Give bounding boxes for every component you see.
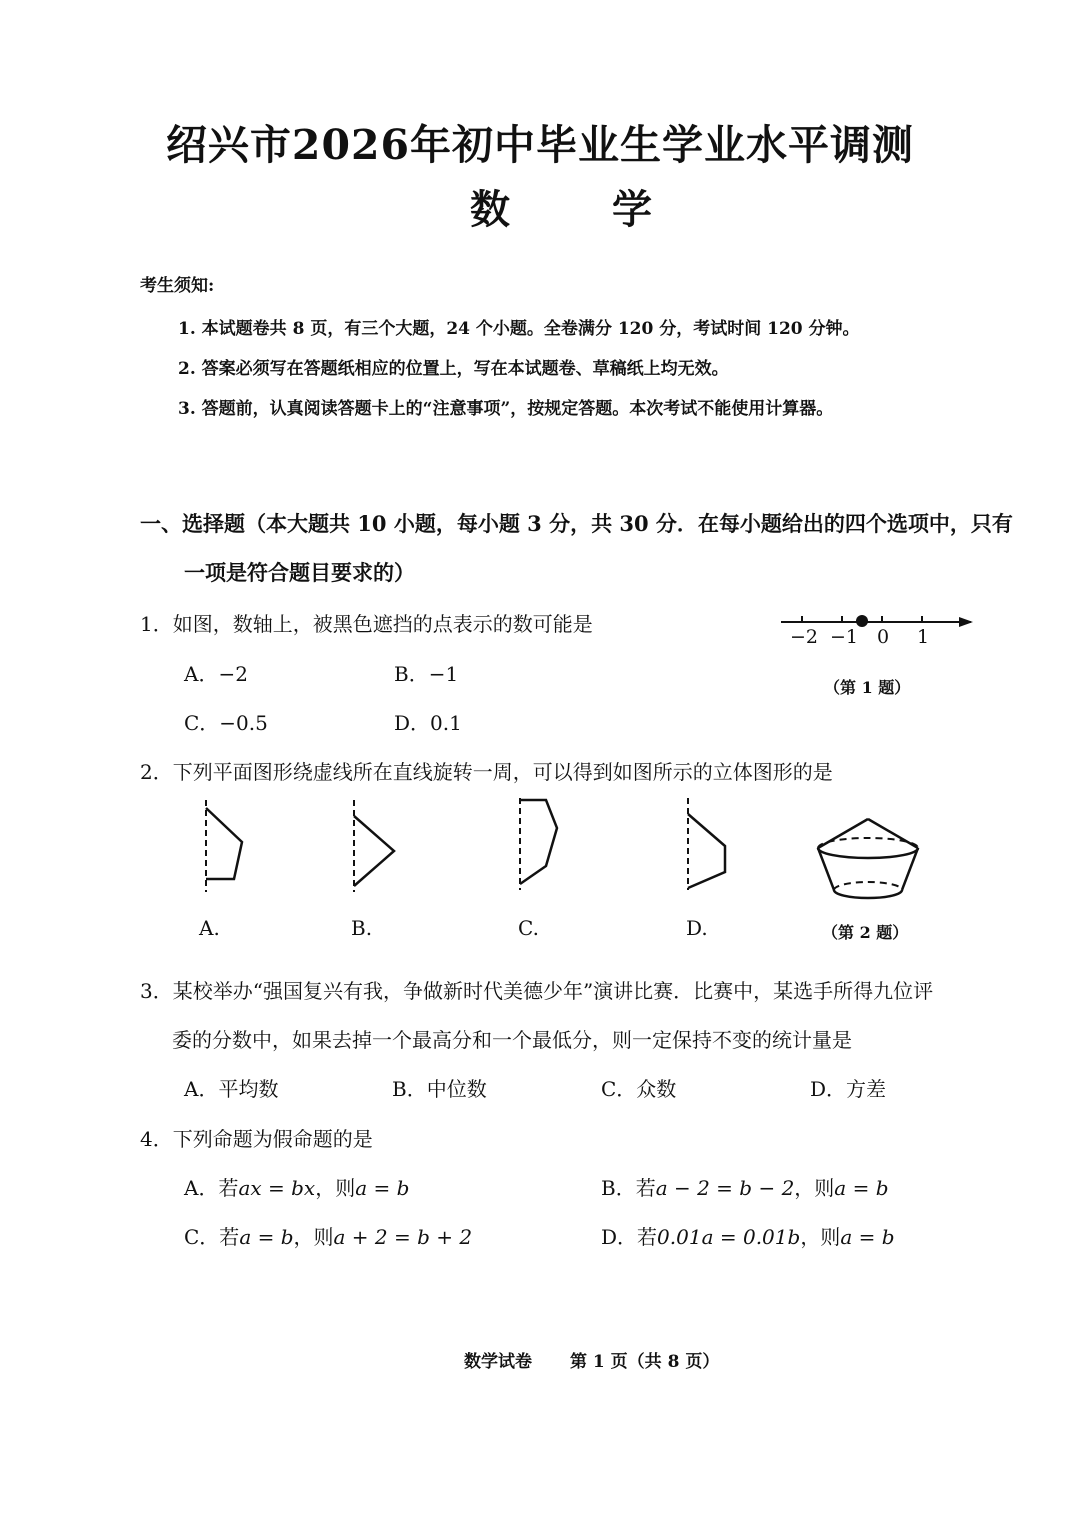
q3-option-b: B．中位数 — [392, 1077, 487, 1101]
q4-option-d-expr: 0.01a = 0.01b — [657, 1225, 801, 1249]
q4-option-c-label: C．若 — [184, 1225, 240, 1249]
q4-option-c — [184, 1221, 472, 1250]
notice-heading: 考生须知: — [140, 276, 215, 296]
number-line-label-1: 1 — [917, 626, 930, 648]
q4-option-b-label: B．若 — [601, 1176, 656, 1200]
q3-stem-line2: 委的分数中，如果去掉一个最高分和一个最低分，则一定保持不变的统计量是 — [172, 1028, 852, 1052]
q3-option-d: D．方差 — [810, 1077, 887, 1101]
q2-figure-c — [510, 796, 570, 896]
q4-option-c-result: a + 2 = b + 2 — [333, 1225, 473, 1249]
q2-figure-caption: （第 2 题） — [822, 923, 909, 942]
q1-option-d: D．0.1 — [394, 711, 462, 735]
exam-title: 绍兴市2026年初中毕业生学业水平调测 — [165, 121, 915, 169]
q1-option-b: B．−1 — [394, 662, 459, 686]
q4-option-c-mid: ，则 — [293, 1225, 334, 1249]
q1-option-c: C．−0.5 — [184, 711, 268, 735]
notice-item-3: 3. 答题前，认真阅读答题卡上的“注意事项”，按规定答题。本次考试不能使用计算器。 — [178, 399, 834, 419]
q2-figure-d — [678, 796, 738, 896]
q2-option-d-label: D. — [686, 916, 708, 940]
q4-option-a-mid: ，则 — [315, 1176, 356, 1200]
number-line-label-neg2: −2 — [790, 626, 819, 648]
q4-option-b-expr: a − 2 = b − 2 — [655, 1176, 795, 1200]
q4-option-b — [601, 1172, 889, 1201]
number-line-arrow — [959, 617, 973, 627]
subject-char-right: 学 — [612, 186, 652, 233]
q3-stem-line1: 3．某校举办“强国复兴有我，争做新时代美德少年”演讲比赛．比赛中，某选手所得九位评 — [140, 979, 934, 1003]
q2-figure-a — [196, 798, 256, 898]
number-line-label-0: 0 — [877, 626, 890, 648]
q4-stem: 4．下列命题为假命题的是 — [140, 1127, 373, 1151]
number-line-label-neg1: −1 — [830, 626, 859, 648]
q1-stem: 1．如图，数轴上，被黑色遮挡的点表示的数可能是 — [140, 612, 593, 636]
footer-paper-name: 数学试卷 — [464, 1352, 532, 1372]
q4-option-d — [601, 1221, 895, 1250]
q4-option-a-result: a = b — [355, 1176, 410, 1200]
q4-option-d-label: D．若 — [601, 1225, 658, 1249]
q2-option-b-label: B. — [351, 916, 373, 940]
q2-figure-b — [344, 798, 404, 898]
notice-item-1: 1. 本试题卷共 8 页，有三个大题，24 个小题。全卷满分 120 分，考试时间 120 分钟。 — [178, 319, 860, 339]
q4-option-b-mid: ，则 — [794, 1176, 835, 1200]
q4-option-c-expr: a = b — [239, 1225, 294, 1249]
q4-option-a-label: A．若 — [184, 1176, 239, 1200]
q4-option-a-expr: ax = bx — [238, 1176, 316, 1200]
q1-option-a: A．−2 — [184, 662, 248, 686]
q3-option-a: A．平均数 — [184, 1077, 279, 1101]
q4-option-d-result: a = b — [840, 1225, 895, 1249]
q4-option-b-result: a = b — [834, 1176, 889, 1200]
q4-option-a — [184, 1172, 409, 1201]
section-heading-line2: 一项是符合题目要求的） — [184, 560, 415, 585]
section-heading-line1: 一、选择题（本大题共 10 小题，每小题 3 分，共 30 分．在每小题给出的四个选项中，只有 — [140, 511, 1013, 536]
notice-item-2: 2. 答案必须写在答题纸相应的位置上，写在本试题卷、草稿纸上均无效。 — [178, 359, 729, 379]
q1-figure-caption: （第 1 题） — [824, 678, 911, 697]
footer-page-number: 第 1 页（共 8 页） — [570, 1352, 720, 1372]
q2-solid-figure — [812, 815, 924, 923]
q4-option-d-mid: ，则 — [800, 1225, 841, 1249]
q2-option-c-label: C. — [518, 916, 539, 940]
subject-char-left: 数 — [470, 186, 510, 233]
q2-option-a-label: A. — [199, 916, 220, 940]
q2-stem: 2．下列平面图形绕虚线所在直线旋转一周，可以得到如图所示的立体图形的是 — [140, 760, 833, 784]
q3-option-c: C．众数 — [601, 1077, 677, 1101]
